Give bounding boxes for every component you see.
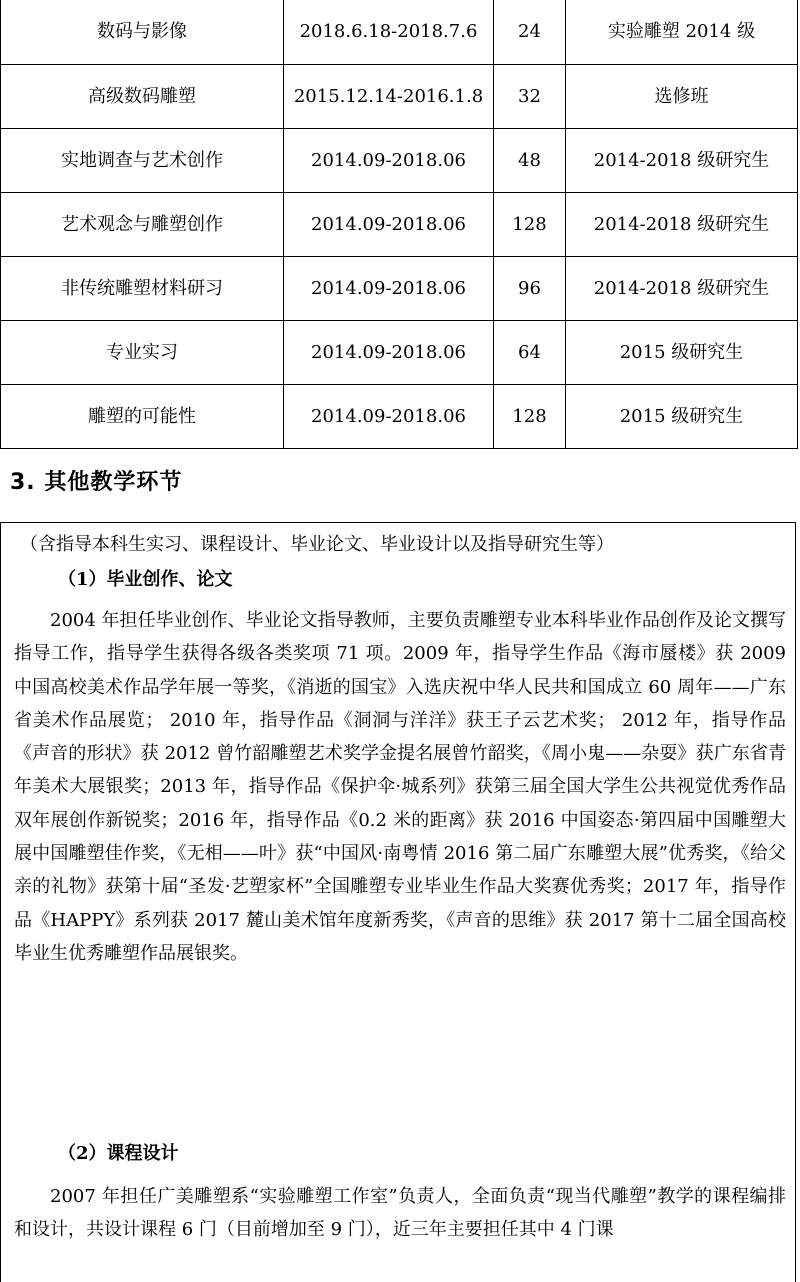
course-hours-cell: 48 — [494, 129, 566, 193]
course-period-cell: 2014.09-2018.06 — [284, 193, 494, 257]
course-audience-cell: 2014-2018 级研究生 — [566, 257, 798, 321]
course-hours-cell: 64 — [494, 321, 566, 385]
course-period-cell: 2014.09-2018.06 — [284, 257, 494, 321]
course-hours-cell: 128 — [494, 193, 566, 257]
course-period-cell: 2014.09-2018.06 — [284, 321, 494, 385]
course-audience-cell: 2015 级研究生 — [566, 321, 798, 385]
course-name-cell: 艺术观念与雕塑创作 — [1, 193, 284, 257]
course-name-cell: 非传统雕塑材料研习 — [1, 257, 284, 321]
course-period-cell: 2014.09-2018.06 — [284, 129, 494, 193]
course-audience-cell: 2015 级研究生 — [566, 385, 798, 449]
course-hours-cell: 128 — [494, 385, 566, 449]
table-row — [1, 193, 798, 257]
course-audience-cell: 选修班 — [566, 65, 798, 129]
table-row — [1, 129, 798, 193]
table-row — [1, 321, 798, 385]
course-hours-cell: 96 — [494, 257, 566, 321]
course-audience-cell: 实验雕塑 2014 级 — [566, 0, 798, 65]
section-heading: 3. 其他教学环节 — [10, 470, 183, 495]
section-note: （含指导本科生实习、课程设计、毕业论文、毕业设计以及指导研究生等） — [20, 534, 614, 555]
course-table-body — [1, 0, 798, 449]
course-name-cell: 专业实习 — [1, 321, 284, 385]
course-period-cell: 2018.6.18-2018.7.6 — [284, 0, 494, 65]
course-name-cell: 高级数码雕塑 — [1, 65, 284, 129]
subheading-course-design: （2）课程设计 — [58, 1143, 179, 1164]
course-hours-cell: 32 — [494, 65, 566, 129]
course-name-cell: 实地调查与艺术创作 — [1, 129, 284, 193]
course-period-cell: 2014.09-2018.06 — [284, 385, 494, 449]
table-row — [1, 65, 798, 129]
course-audience-cell: 2014-2018 级研究生 — [566, 193, 798, 257]
subheading-graduation: （1）毕业创作、论文 — [58, 569, 233, 590]
table-row — [1, 0, 798, 65]
course-audience-cell: 2014-2018 级研究生 — [566, 129, 798, 193]
course-name-cell: 数码与影像 — [1, 0, 284, 65]
table-row — [1, 257, 798, 321]
course-name-cell: 雕塑的可能性 — [1, 385, 284, 449]
course-table — [0, 0, 798, 449]
course-hours-cell: 24 — [494, 0, 566, 65]
paragraph-course-design: 2007 年担任广美雕塑系“实验雕塑工作室”负责人，全面负责“现当代雕塑”教学的课程编排和设计，共设计课程 6 门（目前增加至 9 门），近三年主要担任其中 4 门课 — [14, 1186, 786, 1241]
paragraph-graduation: 2004 年担任毕业创作、毕业论文指导教师，主要负责雕塑专业本科毕业作品创作及论文撰写指导工作，指导学生获得各级各类奖项 71 项。2009 年，指导学生作品《海市蜃楼》获 2009 中国高校美术作品学年展一等奖，《消逝的国宝》入选庆祝中华人民共和国成立 60 周年——广东省美术作品展览； 2010 年，指导作品《洞洞与洋洋》获王子云艺术奖； 2012 年，指导作品《声音的形状》获 2012 曾竹韶雕塑艺术奖学金提名展曾竹韶奖，《周小鬼——杂耍》获广东省青年美术大展银奖；2013 年，指导作品《保护伞·城系列》获第三届全国大学生公共视觉优秀作品双年展创作新锐奖；2016 年，指导作品《0.2 米的距离》获 2016 中国姿态·第四届中国雕塑大展中国雕塑佳作奖，《无相——叶》获“中国风·南粤情 2016 第二届广东雕塑大展”优秀奖，《给父亲的礼物》获第十届“圣发·艺塑家杯”全国雕塑专业毕业生作品大奖赛优秀奖；2017 年，指导作品《HAPPY》系列获 2017 麓山美术馆年度新秀奖，《声音的思维》获 2017 第十二届全国高校毕业生优秀雕塑作品展银奖。 — [14, 610, 786, 964]
table-row — [1, 385, 798, 449]
course-period-cell: 2015.12.14-2016.1.8 — [284, 65, 494, 129]
